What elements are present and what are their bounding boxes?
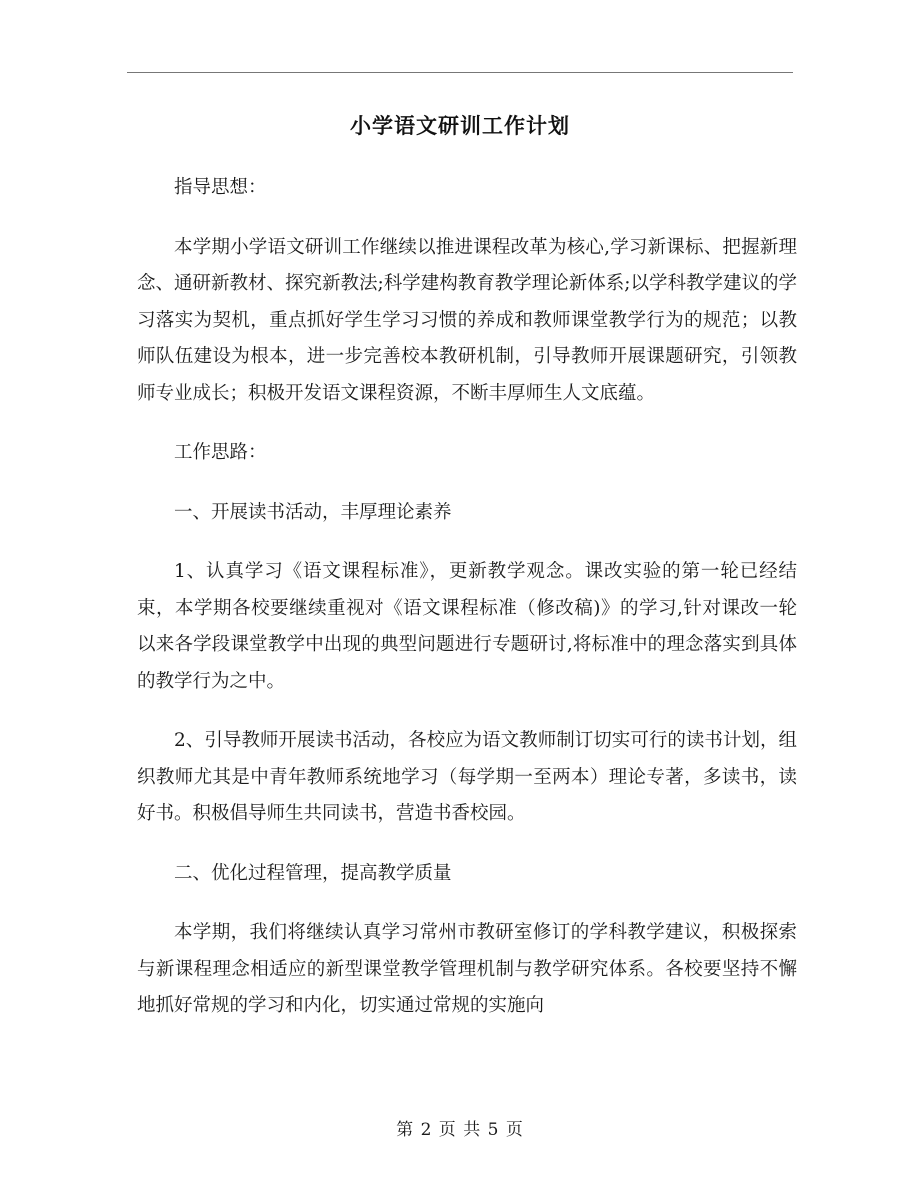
footer-middle: 页 共 (438, 1120, 482, 1140)
paragraph-guiding-ideology: 本学期小学语文研训工作继续以推进课程改革为核心,学习新课标、把握新理念、通研新教材、探究新教法;科学建构教育教学理论新体系;以学科教学建议的学习落实为契机，重点抓好学生学习习惯的养成和教师课堂教学行为的规范；以教师队伍建设为根本，进一步完善校本教研机制，引导教师开展课题研究，引领教师专业成长；积极开发语文课程资源，不断丰厚师生人文底蕴。 (137, 236, 797, 404)
section-heading-reading-activities: 一、开展读书活动，丰厚理论素养 (174, 501, 452, 523)
footer-prefix: 第 (396, 1120, 415, 1140)
footer-total-pages: 5 (487, 1120, 500, 1140)
document-title: 小学语文研训工作计划 (350, 113, 570, 138)
paragraph-process-management: 本学期，我们将继续认真学习常州市教研室修订的学科教学建议，积极探索与新课程理念相适应的新型课堂教学管理机制与教学研究体系。各校要坚持不懈地抓好常规的学习和内化，切实通过常规的实施向 (137, 922, 797, 1016)
paragraph-guiding-ideology-heading: 指导思想： (174, 177, 267, 198)
paragraph-item-1: 1、认真学习《语文课程标准》，更新教学观念。课改实验的第一轮已经结束，本学期各校要继续重视对《语文课程标准（修改稿)》的学习,针对课改一轮以来各学段课堂教学中出现的典型问题进行专题研讨,将标准中的理念落实到具体的教学行为之中。 (137, 561, 797, 692)
header-rule (127, 72, 793, 73)
paragraph-item-2: 2、引导教师开展读书活动，各校应为语文教师制订切实可行的读书计划，组织教师尤其是中青年教师系统地学习（每学期一至两本）理论专著，多读书，读好书。积极倡导师生共同读书，营造书香校园。 (137, 730, 797, 824)
section-heading-process-management: 二、优化过程管理，提高教学质量 (174, 862, 452, 884)
footer-current-page: 2 (420, 1120, 433, 1140)
footer-suffix: 页 (505, 1120, 524, 1140)
document-body (137, 170, 797, 1048)
paragraph-work-approach-heading: 工作思路： (174, 442, 267, 463)
page-footer (0, 1118, 920, 1142)
